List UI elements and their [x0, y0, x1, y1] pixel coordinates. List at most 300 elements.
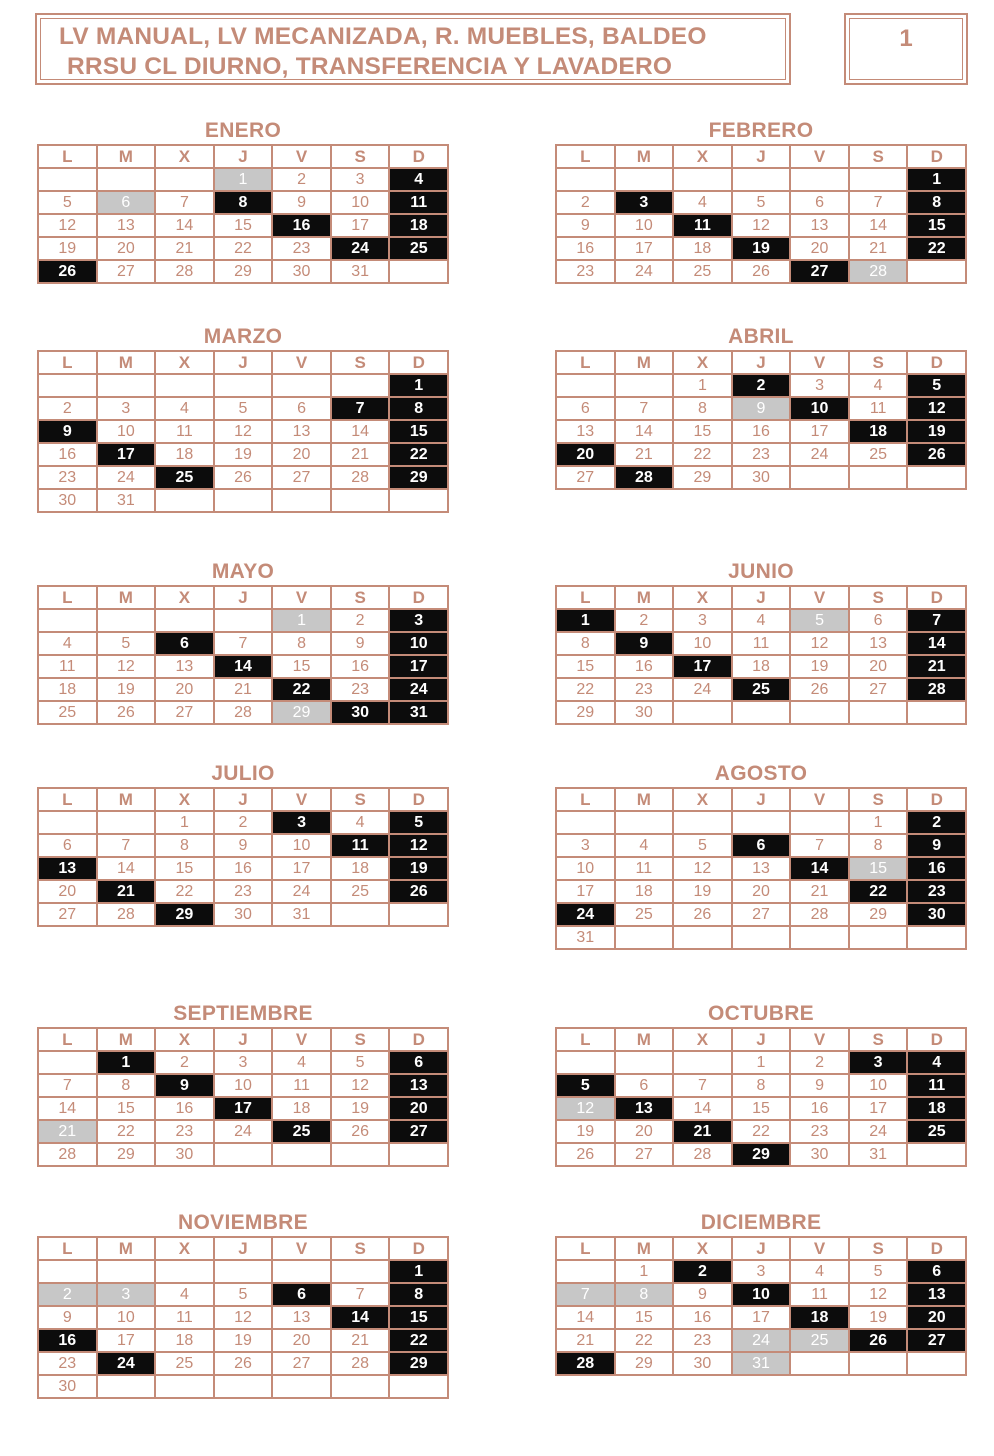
day-cell: 29	[390, 467, 447, 488]
empty-cell	[332, 1144, 389, 1165]
day-cell: 15	[616, 1307, 673, 1328]
day-cell: 19	[908, 421, 965, 442]
day-cell: 13	[733, 858, 790, 879]
day-cell: 7	[791, 835, 848, 856]
day-cell: 6	[156, 633, 213, 654]
weekday-header: S	[332, 789, 389, 810]
day-cell: 28	[850, 261, 907, 282]
weekday-header: D	[390, 352, 447, 373]
day-cell: 12	[557, 1098, 614, 1119]
day-cell: 27	[273, 1353, 330, 1374]
day-cell: 27	[98, 261, 155, 282]
weekday-header: J	[733, 146, 790, 167]
day-cell: 16	[215, 858, 272, 879]
weekday-header: X	[156, 1238, 213, 1259]
day-cell: 4	[791, 1261, 848, 1282]
day-cell: 30	[156, 1144, 213, 1165]
month-title: OCTUBRE	[708, 1002, 814, 1025]
day-cell: 22	[98, 1121, 155, 1142]
day-cell: 18	[390, 215, 447, 236]
day-cell: 25	[908, 1121, 965, 1142]
empty-cell	[98, 1261, 155, 1282]
day-cell: 19	[215, 444, 272, 465]
day-cell: 14	[332, 421, 389, 442]
title-box	[35, 13, 791, 85]
day-cell: 21	[674, 1121, 731, 1142]
day-cell: 19	[850, 1307, 907, 1328]
empty-cell	[156, 1261, 213, 1282]
day-cell: 27	[733, 904, 790, 925]
month-title: MAYO	[211, 560, 275, 583]
day-cell: 8	[273, 633, 330, 654]
day-cell: 22	[674, 444, 731, 465]
empty-cell	[791, 927, 848, 948]
day-cell: 28	[156, 261, 213, 282]
day-cell: 9	[908, 835, 965, 856]
day-cell: 26	[98, 702, 155, 723]
empty-cell	[39, 610, 96, 631]
day-cell: 16	[39, 1330, 96, 1351]
day-cell: 20	[273, 1330, 330, 1351]
day-cell: 15	[390, 1307, 447, 1328]
empty-cell	[791, 467, 848, 488]
day-cell: 24	[215, 1121, 272, 1142]
day-cell: 23	[215, 881, 272, 902]
month-grid	[37, 1027, 449, 1167]
day-cell: 20	[39, 881, 96, 902]
day-cell: 23	[908, 881, 965, 902]
day-cell: 24	[98, 1353, 155, 1374]
empty-cell	[98, 375, 155, 396]
weekday-header: J	[215, 146, 272, 167]
weekday-header: J	[733, 1238, 790, 1259]
day-cell: 16	[39, 444, 96, 465]
day-cell: 13	[39, 858, 96, 879]
weekday-header: X	[674, 352, 731, 373]
day-cell: 8	[908, 192, 965, 213]
day-cell: 12	[390, 835, 447, 856]
weekday-header: X	[674, 789, 731, 810]
day-cell: 30	[674, 1353, 731, 1374]
day-cell: 14	[557, 1307, 614, 1328]
empty-cell	[215, 1261, 272, 1282]
day-cell: 27	[390, 1121, 447, 1142]
empty-cell	[674, 702, 731, 723]
day-cell: 8	[850, 835, 907, 856]
day-cell: 14	[215, 656, 272, 677]
day-cell: 7	[908, 610, 965, 631]
empty-cell	[390, 1144, 447, 1165]
month-grid	[555, 144, 967, 284]
day-cell: 13	[273, 1307, 330, 1328]
weekday-header: V	[791, 146, 848, 167]
empty-cell	[390, 1376, 447, 1397]
title-line-1: LV MANUAL, LV MECANIZADA, R. MUEBLES, BALDEO	[59, 23, 707, 50]
day-cell: 24	[98, 467, 155, 488]
day-cell: 26	[733, 261, 790, 282]
day-cell: 24	[332, 238, 389, 259]
weekday-header: V	[791, 1238, 848, 1259]
empty-cell	[616, 927, 673, 948]
day-cell: 28	[557, 1353, 614, 1374]
month-title: SEPTIEMBRE	[173, 1002, 313, 1025]
empty-cell	[908, 1144, 965, 1165]
day-cell: 7	[850, 192, 907, 213]
day-cell: 14	[616, 421, 673, 442]
day-cell: 26	[215, 1353, 272, 1374]
day-cell: 31	[733, 1353, 790, 1374]
day-cell: 1	[156, 812, 213, 833]
day-cell: 1	[273, 610, 330, 631]
weekday-header: S	[850, 789, 907, 810]
empty-cell	[791, 702, 848, 723]
day-cell: 7	[557, 1284, 614, 1305]
day-cell: 17	[98, 1330, 155, 1351]
day-cell: 25	[156, 467, 213, 488]
weekday-header: J	[215, 587, 272, 608]
day-cell: 9	[674, 1284, 731, 1305]
weekday-header: D	[390, 587, 447, 608]
day-cell: 30	[39, 490, 96, 511]
day-cell: 13	[908, 1284, 965, 1305]
day-cell: 21	[39, 1121, 96, 1142]
day-cell: 24	[390, 679, 447, 700]
day-cell: 18	[674, 238, 731, 259]
month-grid	[555, 350, 967, 490]
day-cell: 20	[273, 444, 330, 465]
day-cell: 11	[332, 835, 389, 856]
day-cell: 25	[616, 904, 673, 925]
day-cell: 12	[215, 421, 272, 442]
day-cell: 29	[557, 702, 614, 723]
day-cell: 3	[215, 1052, 272, 1073]
day-cell: 28	[332, 1353, 389, 1374]
day-cell: 6	[733, 835, 790, 856]
day-cell: 21	[215, 679, 272, 700]
weekday-header: S	[332, 587, 389, 608]
day-cell: 30	[332, 702, 389, 723]
day-cell: 2	[908, 812, 965, 833]
weekday-header: D	[390, 789, 447, 810]
empty-cell	[39, 169, 96, 190]
day-cell: 12	[908, 398, 965, 419]
day-cell: 11	[156, 421, 213, 442]
empty-cell	[850, 467, 907, 488]
day-cell: 19	[390, 858, 447, 879]
day-cell: 28	[791, 904, 848, 925]
empty-cell	[557, 169, 614, 190]
day-cell: 19	[332, 1098, 389, 1119]
weekday-header: M	[616, 1238, 673, 1259]
day-cell: 16	[156, 1098, 213, 1119]
day-cell: 14	[39, 1098, 96, 1119]
day-cell: 13	[98, 215, 155, 236]
day-cell: 11	[850, 398, 907, 419]
day-cell: 27	[616, 1144, 673, 1165]
month-mayo	[37, 559, 449, 725]
day-cell: 18	[908, 1098, 965, 1119]
day-cell: 25	[39, 702, 96, 723]
day-cell: 6	[98, 192, 155, 213]
weekday-header: V	[273, 1238, 330, 1259]
day-cell: 6	[850, 610, 907, 631]
day-cell: 19	[557, 1121, 614, 1142]
empty-cell	[616, 1052, 673, 1073]
day-cell: 4	[733, 610, 790, 631]
day-cell: 26	[39, 261, 96, 282]
day-cell: 12	[332, 1075, 389, 1096]
day-cell: 23	[557, 261, 614, 282]
day-cell: 6	[908, 1261, 965, 1282]
day-cell: 1	[390, 375, 447, 396]
day-cell: 1	[215, 169, 272, 190]
month-octubre	[555, 1001, 967, 1167]
month-title: DICIEMBRE	[700, 1211, 822, 1234]
day-cell: 21	[616, 444, 673, 465]
day-cell: 10	[215, 1075, 272, 1096]
day-cell: 9	[791, 1075, 848, 1096]
day-cell: 30	[273, 261, 330, 282]
day-cell: 21	[332, 1330, 389, 1351]
day-cell: 3	[98, 1284, 155, 1305]
day-cell: 4	[156, 398, 213, 419]
weekday-header: M	[98, 789, 155, 810]
weekday-header: S	[332, 146, 389, 167]
day-cell: 10	[98, 421, 155, 442]
day-cell: 11	[733, 633, 790, 654]
day-cell: 10	[616, 215, 673, 236]
day-cell: 13	[156, 656, 213, 677]
empty-cell	[557, 812, 614, 833]
day-cell: 17	[850, 1098, 907, 1119]
empty-cell	[850, 702, 907, 723]
day-cell: 29	[156, 904, 213, 925]
empty-cell	[156, 610, 213, 631]
day-cell: 16	[791, 1098, 848, 1119]
weekday-header: L	[557, 352, 614, 373]
month-grid	[37, 350, 449, 513]
day-cell: 8	[557, 633, 614, 654]
day-cell: 17	[733, 1307, 790, 1328]
day-cell: 30	[908, 904, 965, 925]
day-cell: 24	[850, 1121, 907, 1142]
day-cell: 28	[215, 702, 272, 723]
day-cell: 16	[674, 1307, 731, 1328]
day-cell: 24	[616, 261, 673, 282]
weekday-header: D	[390, 1238, 447, 1259]
weekday-header: V	[273, 1029, 330, 1050]
day-cell: 11	[390, 192, 447, 213]
empty-cell	[733, 169, 790, 190]
day-cell: 31	[850, 1144, 907, 1165]
day-cell: 12	[791, 633, 848, 654]
day-cell: 9	[156, 1075, 213, 1096]
empty-cell	[332, 490, 389, 511]
weekday-header: S	[850, 587, 907, 608]
day-cell: 17	[791, 421, 848, 442]
weekday-header: X	[156, 789, 213, 810]
day-cell: 8	[733, 1075, 790, 1096]
month-grid	[555, 1027, 967, 1167]
weekday-header: J	[733, 789, 790, 810]
day-cell: 16	[908, 858, 965, 879]
weekday-header: M	[98, 1029, 155, 1050]
day-cell: 4	[908, 1052, 965, 1073]
day-cell: 10	[791, 398, 848, 419]
day-cell: 20	[850, 656, 907, 677]
day-cell: 27	[39, 904, 96, 925]
weekday-header: S	[850, 146, 907, 167]
weekday-header: V	[791, 587, 848, 608]
weekday-header: M	[616, 587, 673, 608]
day-cell: 9	[733, 398, 790, 419]
empty-cell	[215, 490, 272, 511]
month-title: ABRIL	[728, 325, 794, 348]
empty-cell	[674, 812, 731, 833]
weekday-header: V	[791, 1029, 848, 1050]
day-cell: 30	[215, 904, 272, 925]
weekday-header: J	[733, 352, 790, 373]
day-cell: 6	[273, 398, 330, 419]
day-cell: 11	[616, 858, 673, 879]
empty-cell	[273, 490, 330, 511]
empty-cell	[39, 812, 96, 833]
empty-cell	[390, 904, 447, 925]
empty-cell	[156, 169, 213, 190]
empty-cell	[616, 812, 673, 833]
weekday-header: X	[674, 1238, 731, 1259]
day-cell: 30	[616, 702, 673, 723]
empty-cell	[791, 169, 848, 190]
day-cell: 11	[791, 1284, 848, 1305]
day-cell: 17	[616, 238, 673, 259]
day-cell: 12	[850, 1284, 907, 1305]
day-cell: 12	[39, 215, 96, 236]
day-cell: 18	[733, 656, 790, 677]
empty-cell	[390, 261, 447, 282]
empty-cell	[39, 1261, 96, 1282]
day-cell: 3	[273, 812, 330, 833]
day-cell: 25	[332, 881, 389, 902]
day-cell: 21	[908, 656, 965, 677]
day-cell: 5	[557, 1075, 614, 1096]
weekday-header: M	[616, 352, 673, 373]
day-cell: 2	[674, 1261, 731, 1282]
empty-cell	[850, 1353, 907, 1374]
weekday-header: D	[390, 146, 447, 167]
month-grid	[37, 1236, 449, 1399]
day-cell: 8	[390, 398, 447, 419]
day-cell: 18	[850, 421, 907, 442]
day-cell: 15	[98, 1098, 155, 1119]
empty-cell	[908, 467, 965, 488]
empty-cell	[674, 169, 731, 190]
day-cell: 18	[156, 1330, 213, 1351]
weekday-header: X	[674, 587, 731, 608]
day-cell: 10	[557, 858, 614, 879]
weekday-header: V	[791, 789, 848, 810]
empty-cell	[98, 1376, 155, 1397]
empty-cell	[98, 169, 155, 190]
page-number: 1	[899, 25, 913, 52]
day-cell: 4	[273, 1052, 330, 1073]
day-cell: 1	[733, 1052, 790, 1073]
weekday-header: L	[557, 1238, 614, 1259]
day-cell: 1	[390, 1261, 447, 1282]
weekday-header: L	[39, 146, 96, 167]
day-cell: 16	[332, 656, 389, 677]
empty-cell	[908, 261, 965, 282]
day-cell: 7	[674, 1075, 731, 1096]
day-cell: 29	[98, 1144, 155, 1165]
day-cell: 20	[791, 238, 848, 259]
day-cell: 13	[390, 1075, 447, 1096]
weekday-header: X	[674, 1029, 731, 1050]
month-julio	[37, 761, 449, 927]
day-cell: 9	[39, 421, 96, 442]
day-cell: 22	[390, 444, 447, 465]
day-cell: 27	[850, 679, 907, 700]
day-cell: 29	[616, 1353, 673, 1374]
day-cell: 27	[791, 261, 848, 282]
day-cell: 8	[215, 192, 272, 213]
day-cell: 16	[273, 215, 330, 236]
day-cell: 21	[850, 238, 907, 259]
day-cell: 29	[733, 1144, 790, 1165]
day-cell: 28	[98, 904, 155, 925]
weekday-header: D	[908, 587, 965, 608]
empty-cell	[39, 375, 96, 396]
day-cell: 4	[156, 1284, 213, 1305]
day-cell: 18	[156, 444, 213, 465]
day-cell: 26	[908, 444, 965, 465]
empty-cell	[733, 812, 790, 833]
day-cell: 23	[39, 467, 96, 488]
day-cell: 4	[332, 812, 389, 833]
day-cell: 20	[908, 1307, 965, 1328]
empty-cell	[850, 169, 907, 190]
day-cell: 7	[156, 192, 213, 213]
day-cell: 3	[674, 610, 731, 631]
empty-cell	[156, 375, 213, 396]
day-cell: 7	[215, 633, 272, 654]
day-cell: 9	[557, 215, 614, 236]
day-cell: 15	[390, 421, 447, 442]
weekday-header: J	[215, 1029, 272, 1050]
day-cell: 10	[390, 633, 447, 654]
day-cell: 3	[98, 398, 155, 419]
month-septiembre	[37, 1001, 449, 1167]
month-title: NOVIEMBRE	[178, 1211, 308, 1234]
weekday-header: J	[733, 1029, 790, 1050]
day-cell: 23	[332, 679, 389, 700]
day-cell: 15	[850, 858, 907, 879]
day-cell: 23	[791, 1121, 848, 1142]
day-cell: 21	[557, 1330, 614, 1351]
day-cell: 5	[791, 610, 848, 631]
day-cell: 1	[908, 169, 965, 190]
month-title: MARZO	[203, 325, 283, 348]
day-cell: 27	[908, 1330, 965, 1351]
page-number-box	[844, 13, 968, 85]
day-cell: 5	[215, 398, 272, 419]
weekday-header: X	[156, 587, 213, 608]
day-cell: 24	[674, 679, 731, 700]
day-cell: 26	[850, 1330, 907, 1351]
empty-cell	[273, 1261, 330, 1282]
day-cell: 3	[390, 610, 447, 631]
empty-cell	[332, 1376, 389, 1397]
